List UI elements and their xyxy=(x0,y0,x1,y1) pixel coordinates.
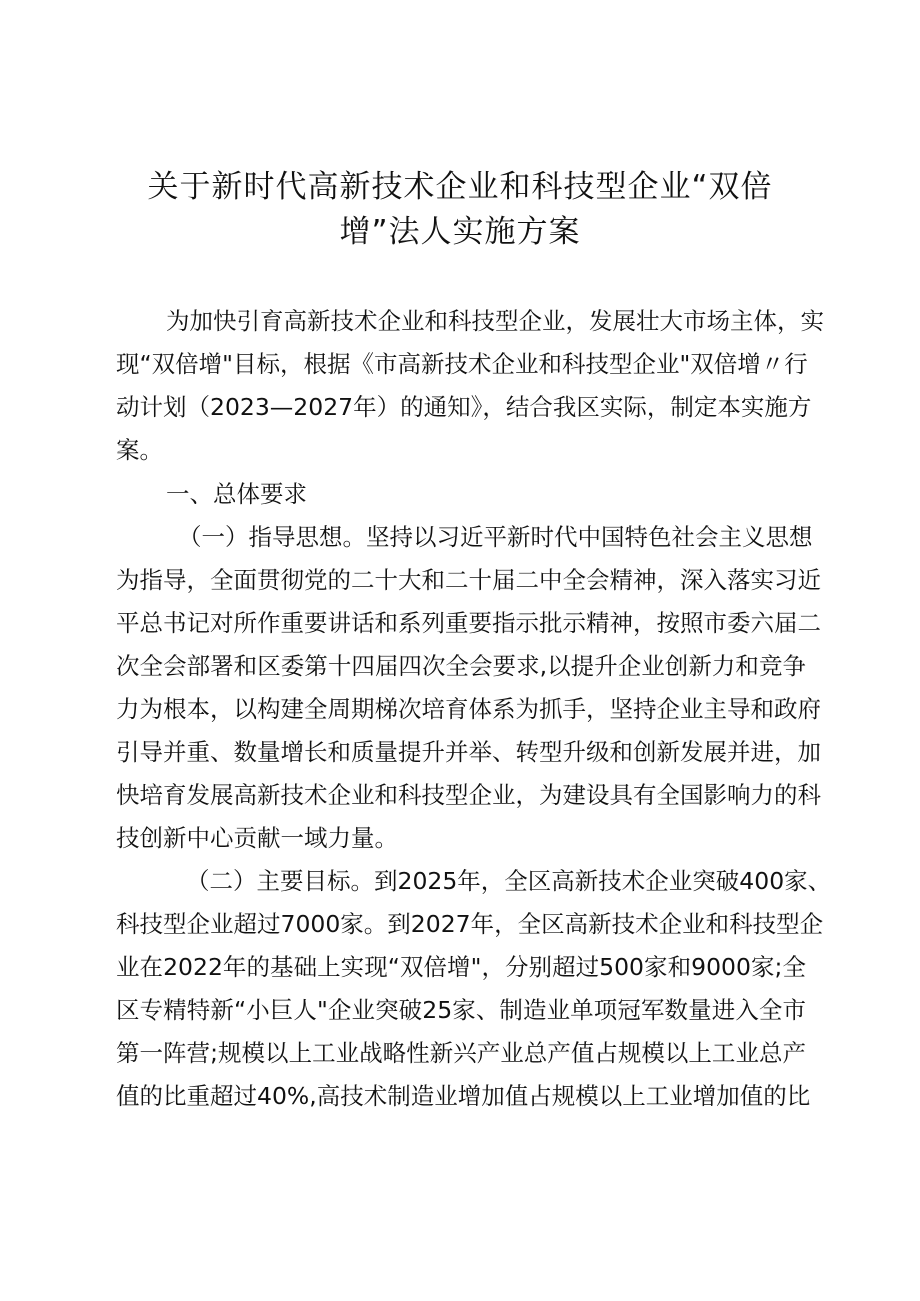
main-goals-line-4: 区专精特新“小巨人"企业突破25家、制造业单项冠军数量进入全市 xyxy=(116,996,806,1024)
intro-line-2: 现“双倍增"目标，根据《市高新技术企业和科技型企业"双倍增〃行 xyxy=(116,350,808,378)
document-title-line-2: 增”法人实施方案 xyxy=(339,214,581,250)
main-goals-line-6: 值的比重超过40%,高技术制造业增加值占规模以上工业增加值的比 xyxy=(116,1082,811,1110)
main-goals-line-3: 业在2022年的基础上实现“双倍增"，分别超过500家和9000家;全 xyxy=(116,953,806,981)
guiding-ideology-line-1: （一）指导思想。坚持以习近平新时代中国特色社会主义思想 xyxy=(178,523,813,551)
guiding-ideology-line-3: 平总书记对所作重要讲话和系列重要指示批示精神，按照市委六届二 xyxy=(116,609,821,637)
guiding-ideology-line-5: 力为根本，以构建全周期梯次培育体系为抓手，坚持企业主导和政府 xyxy=(116,695,821,723)
guiding-ideology-line-6: 引导并重、数量增长和质量提升并举、转型升级和创新发展并进，加 xyxy=(116,738,821,766)
intro-line-3: 动计划（2023—2027年）的通知》，结合我区实际，制定本实施方 xyxy=(116,393,812,421)
main-goals-line-5: 第一阵营;规模以上工业战略性新兴产业总产值占规模以上工业总产 xyxy=(116,1039,806,1067)
guiding-ideology-line-7: 快培育发展高新技术企业和科技型企业，为建设具有全国影响力的科 xyxy=(116,781,821,809)
main-goals-line-1: （二）主要目标。到2025年，全区高新技术企业突破400家、 xyxy=(186,867,832,895)
guiding-ideology-line-4: 次全会部署和区委第十四届四次全会要求,以提升企业创新力和竞争 xyxy=(116,652,806,680)
intro-line-4: 案。 xyxy=(116,436,163,464)
intro-line-1: 为加快引育高新技术企业和科技型企业，发展壮大市场主体，实 xyxy=(166,307,824,335)
guiding-ideology-line-2: 为指导，全面贯彻党的二十大和二十届二中全会精神，深入落实习近 xyxy=(116,566,821,594)
guiding-ideology-line-8: 技创新中心贡献一域力量。 xyxy=(116,824,398,852)
document-title-line-1: 关于新时代高新技术企业和科技型企业“双倍 xyxy=(147,169,773,205)
main-goals-line-2: 科技型企业超过7000家。到2027年，全区高新技术企业和科技型企 xyxy=(116,910,824,938)
section-heading-general-requirements: 一、总体要求 xyxy=(166,480,307,508)
